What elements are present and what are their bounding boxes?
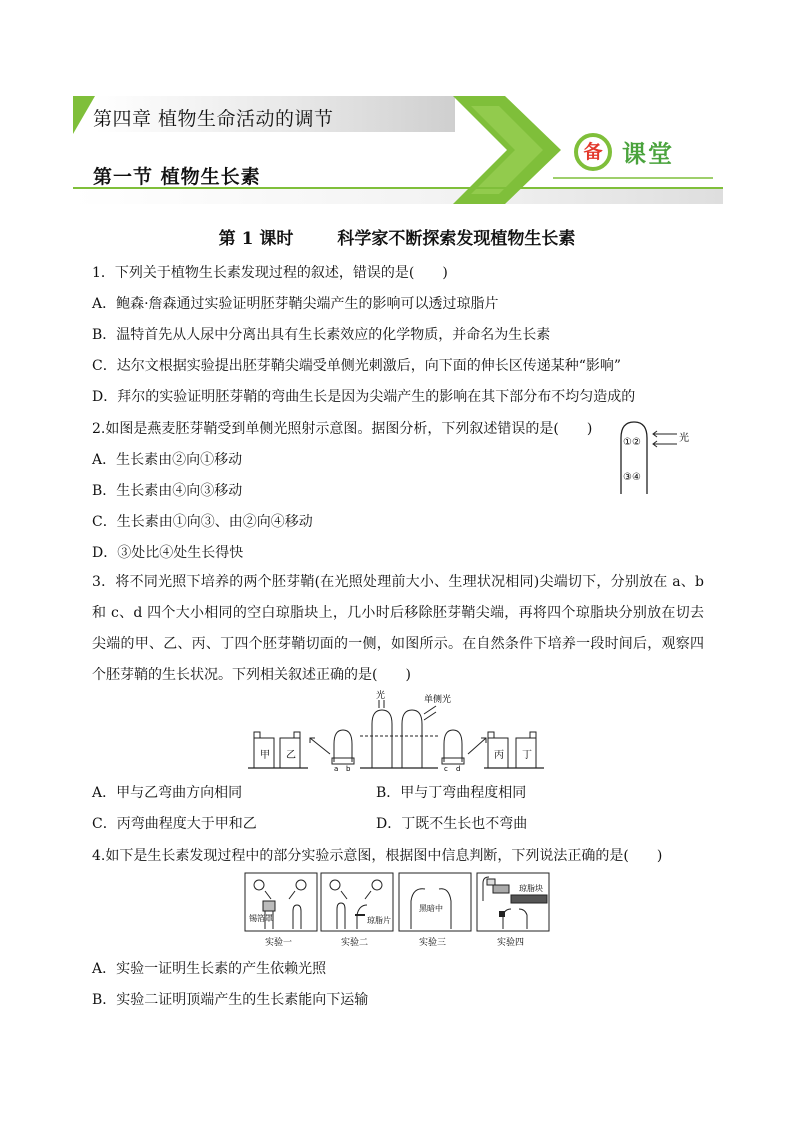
q1-option-d: D．拜尔的实验证明胚芽鞘的弯曲生长是因为尖端产生的影响在其下部分布不均匀造成的: [92, 389, 636, 405]
q2-option-b: B．生长素由④向③移动: [92, 483, 243, 499]
q4-option-a: A．实验一证明生长素的产生依赖光照: [92, 961, 327, 977]
q1-option-a: A．鲍森·詹森通过实验证明胚芽鞘尖端产生的影响可以透过琼脂片: [92, 296, 499, 312]
fig-label-top: ①②: [623, 437, 641, 448]
q4-stem: 4.如下是生长素发现过程中的部分实验示意图，根据图中信息判断，下列说法正确的是( ): [92, 848, 663, 864]
q2-option-a: A．生长素由②向①移动: [92, 452, 243, 468]
fig-light-label: 光: [679, 433, 689, 444]
label-yi: 乙: [286, 750, 296, 761]
chapter-title: 第四章 植物生命活动的调节: [93, 108, 334, 130]
q1-option-c: C．达尔文根据实验提出胚芽鞘尖端受单侧光刺激后，向下面的伸长区传递某种“影响”: [92, 358, 622, 374]
q2-option-d: D．③处比④处生长得快: [92, 545, 244, 561]
lesson-title: [0, 224, 794, 249]
label-exp3: 实验三: [419, 938, 447, 948]
label-foil: 锡箔罩: [249, 914, 273, 923]
lesson-number: 第 1 课时: [218, 229, 294, 249]
label-dark: 黑暗中: [419, 904, 443, 913]
q3-option-a: A．甲与乙弯曲方向相同: [92, 785, 243, 801]
label-exp4: 实验四: [497, 938, 525, 948]
coleoptile-figure: [615, 420, 700, 495]
label-ding: 丁: [522, 750, 532, 761]
label-d: d: [456, 765, 461, 773]
label-side-light: 单侧光: [424, 695, 452, 705]
label-exp1: 实验一: [265, 938, 293, 948]
q1-stem: 1．下列关于植物生长素发现过程的叙述，错误的是( ): [92, 265, 448, 281]
lesson-name: 科学家不断探索发现植物生长素: [337, 229, 576, 249]
q3-option-d: D．丁既不生长也不弯曲: [376, 816, 528, 832]
fig-label-bottom: ③④: [623, 472, 641, 483]
q3-option-b: B．甲与丁弯曲程度相同: [376, 785, 527, 801]
label-c: c: [444, 765, 448, 773]
label-b: b: [346, 765, 351, 773]
q1-option-b: B．温特首先从人尿中分离出具有生长素效应的化学物质，并命名为生长素: [92, 327, 551, 343]
q2-option-c: C．生长素由①向③、由②向④移动: [92, 514, 313, 530]
badge-icon: 备: [574, 133, 612, 171]
label-agar-sheet: 琼脂片: [367, 916, 391, 925]
label-jia: 甲: [260, 750, 270, 761]
section-title: 第一节 植物生长素: [93, 166, 261, 188]
q2-stem: 2.如图是燕麦胚芽鞘受到单侧光照射示意图。据图分析，下列叙述错误的是( ): [92, 421, 593, 437]
label-exp2: 实验二: [341, 938, 369, 948]
label-a: a: [334, 765, 339, 773]
agar-experiment-figure: [248, 688, 548, 773]
q3-stem: 3．将不同光照下培养的两个胚芽鞘(在光照处理前大小、生理状况相同)尖端切下，分别放在 a、b 和 c、d 四个大小相同的空白琼脂块上，几小时后移除胚芽鞘尖端，再将四个琼脂块分别放在切去尖端的甲、乙、丙、丁四个胚芽鞘切面的一侧，如图所示。在自然条件下培养一段时间后，观察四个胚芽鞘的生长状况。下列相关叙述正确的是( ): [92, 574, 704, 683]
four-experiments-figure: [243, 871, 555, 951]
label-bing: 丙: [494, 750, 504, 761]
label-agar-block: 琼脂块: [519, 884, 543, 893]
label-light: 光: [376, 691, 386, 701]
q3-option-c: C．丙弯曲程度大于甲和乙: [92, 816, 257, 832]
badge-label: 课堂: [622, 140, 674, 168]
q4-option-b: B．实验二证明顶端产生的生长素能向下运输: [92, 992, 369, 1008]
